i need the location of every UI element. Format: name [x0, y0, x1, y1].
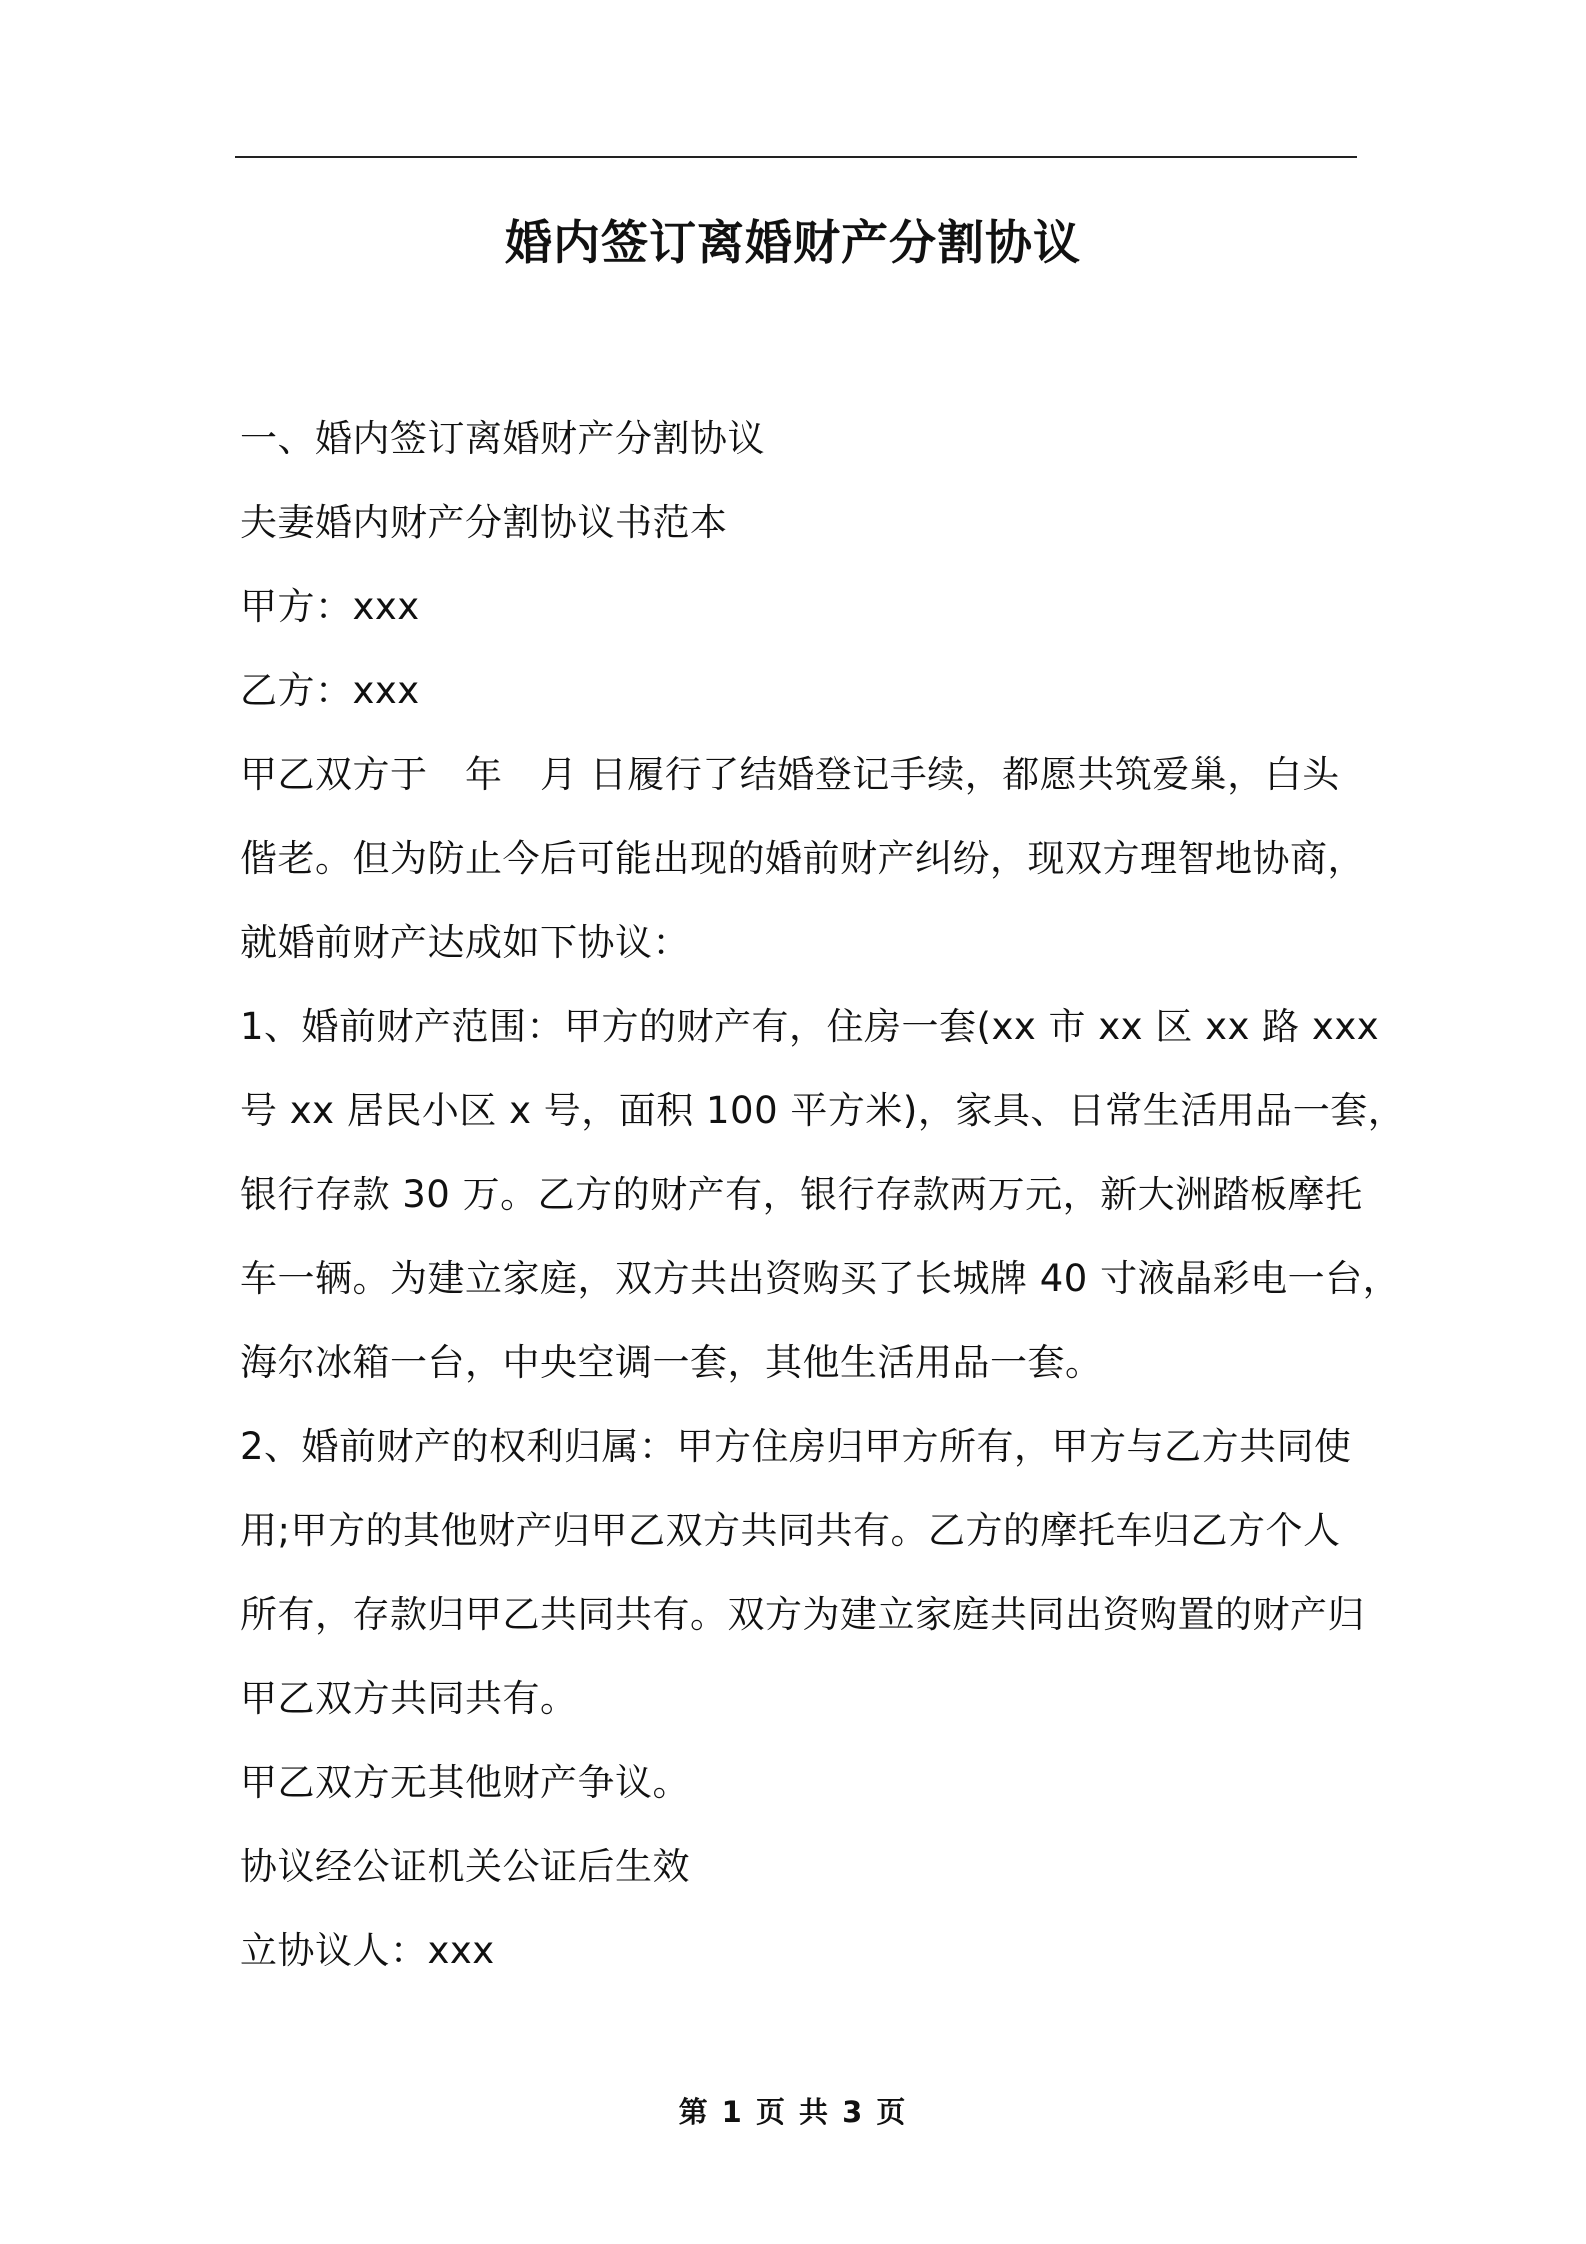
subheading: 夫妻婚内财产分割协议书范本	[240, 501, 728, 544]
signatory-line: 立协议人：xxx	[240, 1929, 495, 1972]
effective-line: 协议经公证机关公证后生效	[240, 1845, 690, 1888]
clause-2-line: 2、婚前财产的权利归属：甲方住房归甲方所有，甲方与乙方共同使	[240, 1425, 1352, 1468]
clause-1-line: 银行存款 30 万。乙方的财产有，银行存款两万元，新大洲踏板摩托	[240, 1173, 1363, 1216]
party-b-line: 乙方：xxx	[240, 669, 420, 712]
no-dispute-line: 甲乙双方无其他财产争议。	[240, 1761, 690, 1804]
clause-2-line: 所有，存款归甲乙共同共有。双方为建立家庭共同出资购置的财产归	[240, 1593, 1365, 1636]
body-line: 偕老。但为防止今后可能出现的婚前财产纠纷，现双方理智地协商，	[240, 837, 1365, 880]
clause-1-line: 海尔冰箱一台，中央空调一套，其他生活用品一套。	[240, 1341, 1103, 1384]
clause-1-line: 1、婚前财产范围：甲方的财产有，住房一套(xx 市 xx 区 xx 路 xxx	[240, 1005, 1380, 1048]
header-rule	[235, 156, 1357, 158]
document-body	[240, 409, 1406, 2005]
clause-2-line: 用;甲方的其他财产归甲乙双方共同共有。乙方的摩托车归乙方个人	[240, 1509, 1341, 1552]
clause-1-line: 车一辆。为建立家庭，双方共出资购买了长城牌 40 寸液晶彩电一台，	[240, 1257, 1401, 1300]
body-line: 甲乙双方于 年 月 日履行了结婚登记手续，都愿共筑爱巢，白头	[240, 753, 1340, 796]
document-title: 婚内签订离婚财产分割协议	[505, 216, 1081, 271]
page-footer: 第 1 页 共 3 页	[678, 2095, 908, 2129]
clause-2-line: 甲乙双方共同共有。	[240, 1677, 578, 1720]
clause-1-line: 号 xx 居民小区 x 号，面积 100 平方米)，家具、日常生活用品一套，	[240, 1089, 1406, 1132]
party-a-line: 甲方：xxx	[240, 585, 420, 628]
section-heading: 一、婚内签订离婚财产分割协议	[240, 417, 765, 460]
body-line: 就婚前财产达成如下协议：	[240, 921, 690, 964]
